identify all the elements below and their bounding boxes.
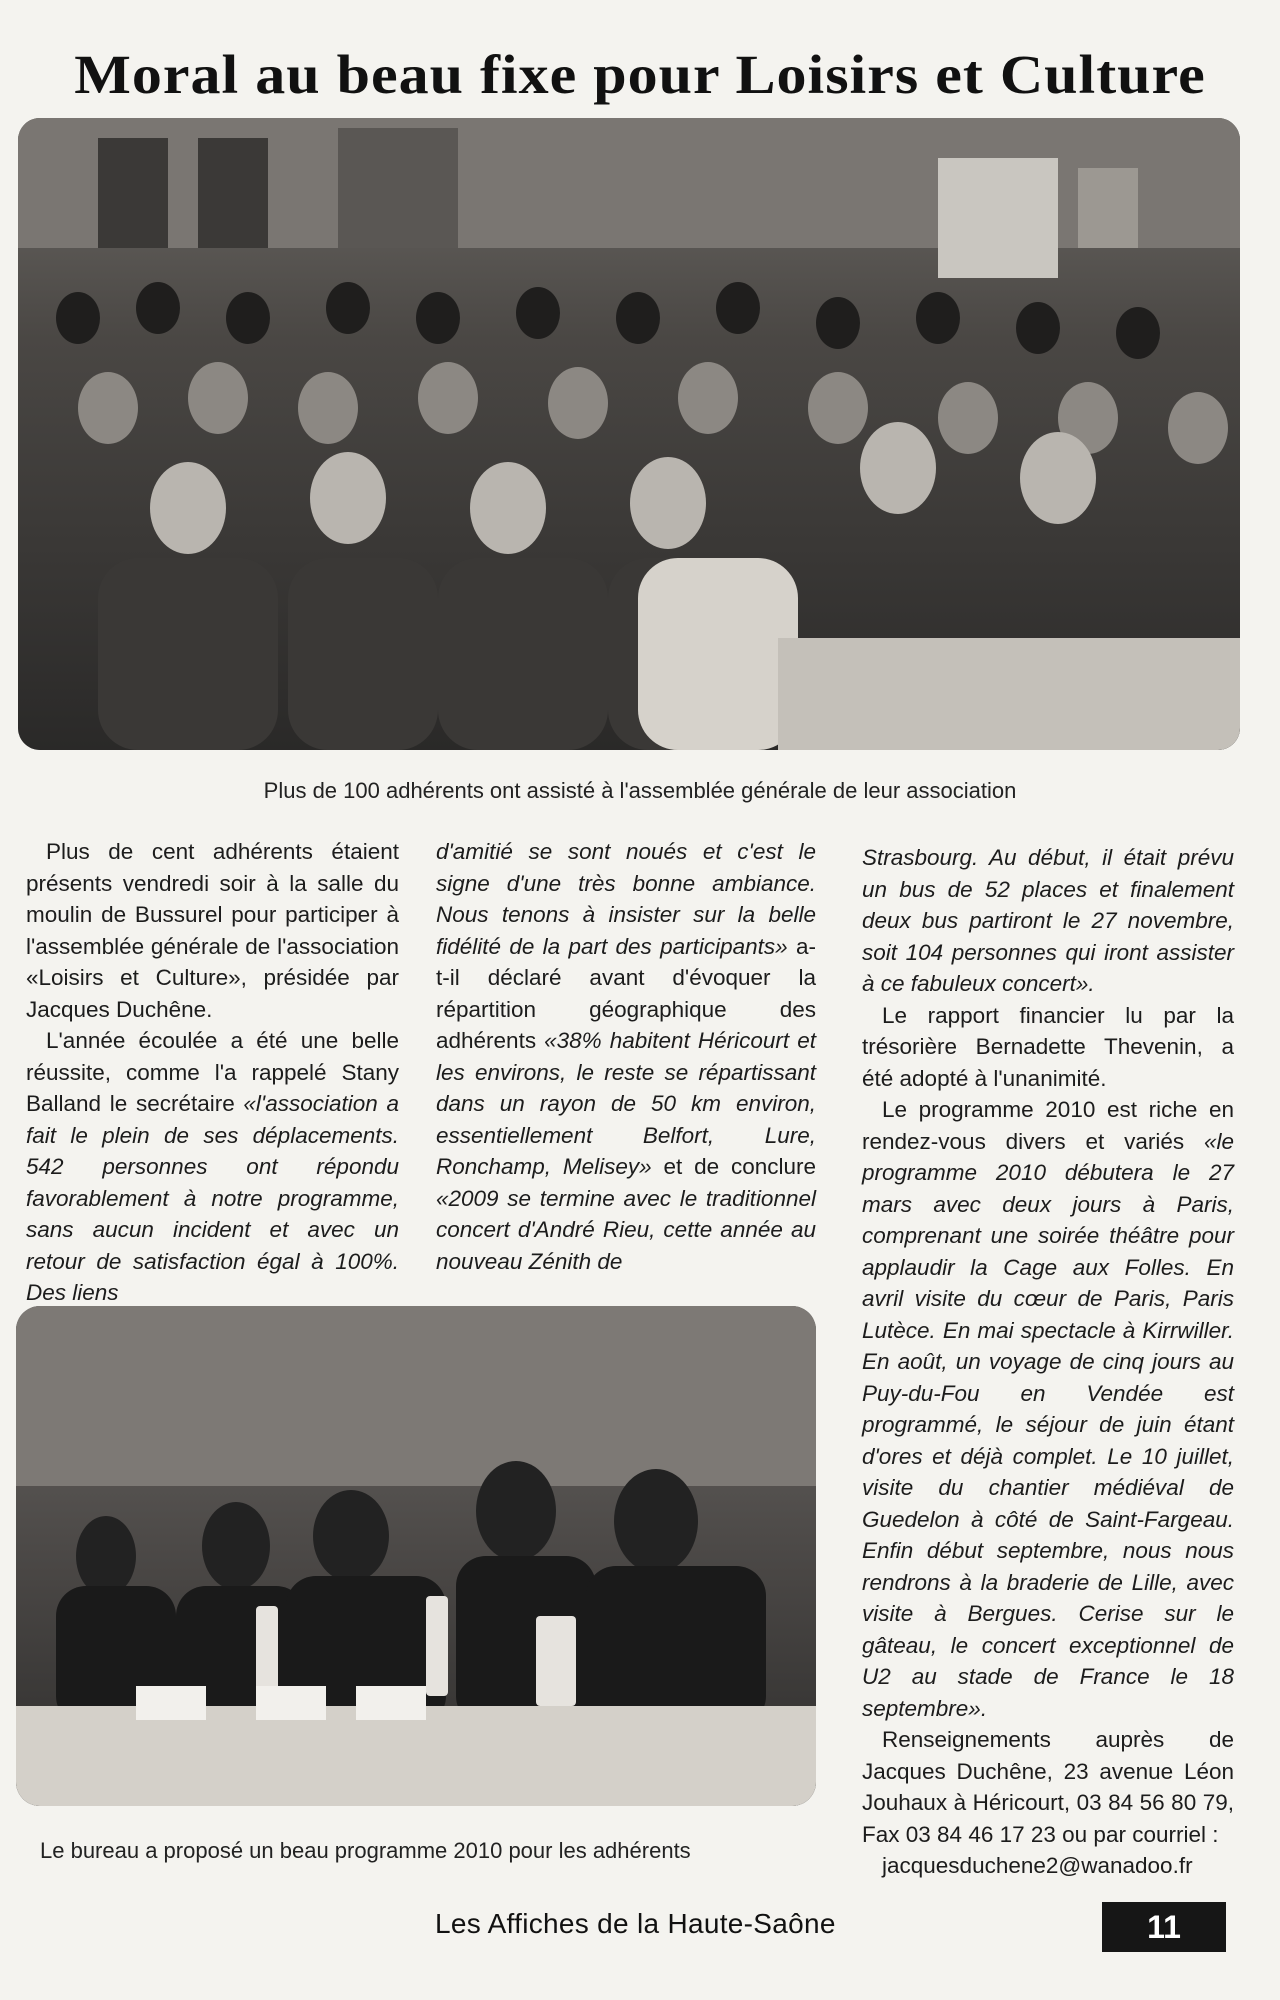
- page-number: 11: [1102, 1902, 1226, 1952]
- paragraph: Le rapport financier lu par la trésorière Bernadette Thevenin, a été adopté à l'unanimité.: [862, 1002, 1234, 1091]
- paragraph: Renseignements auprès de Jacques Duchêne, 23 avenue Léon Jouhaux à Héricourt, 03 84 56 80 79, Fax 03 84 46 17 23 ou par courriel :: [862, 1727, 1234, 1847]
- photo-caption-audience: Plus de 100 adhérents ont assisté à l'assemblée générale de leur association: [263, 778, 1017, 803]
- article-column-3: [862, 842, 1234, 1882]
- article-column-2: [436, 836, 816, 1277]
- paragraph: d'amitié se sont noués et c'est le signe d'une très bonne ambiance. Nous tenons à insister sur la belle fidélité de la part des participants» a-t-il déclaré avant d'évoquer la répartition géographique des adhérents «38% habitent Héricourt et les environs, le reste se répartissant dans un rayon de 50 km environ, essentiellement Belfort, Lure, Ronchamp, Melisey» et de conclure «2009 se termine avec le traditionnel concert d'André Rieu, cette année au nouveau Zénith de: [436, 839, 816, 1274]
- article-column-1: [26, 836, 399, 1309]
- article-headline: Moral au beau fixe pour Loisirs et Culture: [74, 44, 1206, 106]
- paragraph: L'année écoulée a été une belle réussite, comme l'a rappelé Stany Balland le secrétaire «l'association a fait le plein de ses déplacements. 542 personnes ont répondu favorablement à notre programme, sans aucun incident et avec un retour de satisfaction égal à 100%. Des liens: [26, 1028, 399, 1305]
- paragraph: Le programme 2010 est riche en rendez-vous divers et variés «le programme 2010 débutera le 27 mars avec deux jours à Paris, comprenant une soirée théâtre pour applaudir la Cage aux Folles. En avril visite du cœur de Paris, Paris Lutèce. En mai spectacle à Kirrwiller. En août, un voyage de cinq jours au Puy-du-Fou en Vendée est programmé, le séjour de juin étant d'ores et déjà complet. Le 10 juillet, visite du chantier médiéval de Guedelon à côté de Saint-Fargeau. Enfin début septembre, nous nous rendrons à la braderie de Lille, avec visite à Bergues. Cerise sur le gâteau, le concert exceptionnel de U2 au stade de France le 18 septembre».: [862, 1097, 1234, 1721]
- photo-caption-bureau: Le bureau a proposé un beau programme 2010 pour les adhérents: [40, 1838, 691, 1863]
- audience-photo: [18, 118, 1240, 750]
- paragraph: Strasbourg. Au début, il était prévu un bus de 52 places et finalement deux bus partiront le 27 novembre, soit 104 personnes qui iront assister à ce fabuleux concert».: [862, 845, 1234, 996]
- bureau-photo: [16, 1306, 816, 1806]
- paragraph: Plus de cent adhérents étaient présents vendredi soir à la salle du moulin de Bussurel pour participer à l'assemblée générale de l'association «Loisirs et Culture», présidée par Jacques Duchêne.: [26, 839, 399, 1022]
- publication-name: Les Affiches de la Haute-Saône: [435, 1908, 836, 1939]
- contact-email: jacquesduchene2@wanadoo.fr: [882, 1853, 1193, 1878]
